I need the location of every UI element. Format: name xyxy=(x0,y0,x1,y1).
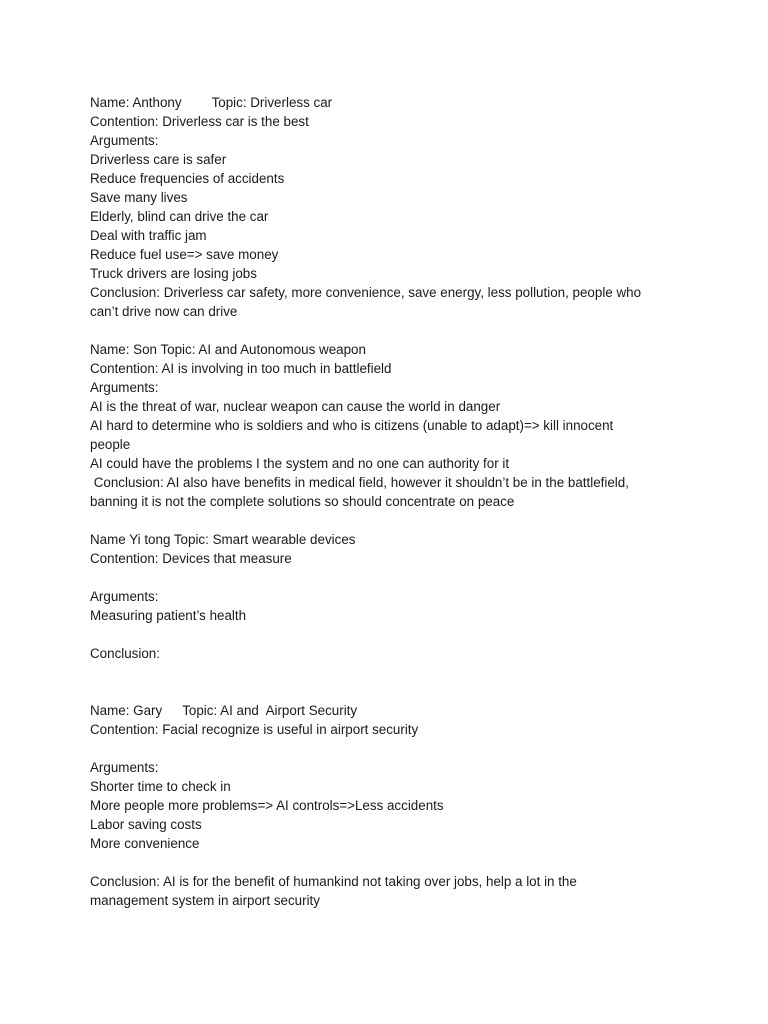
conclusion-continued: banning it is not the complete solutions so should concentrate on peace xyxy=(90,494,515,509)
argument-item: Reduce frequencies of accidents xyxy=(90,171,285,186)
section-header xyxy=(90,93,670,112)
argument-item: Driverless care is safer xyxy=(90,152,227,167)
name-label: Name: Anthony xyxy=(90,95,182,110)
conclusion: Conclusion: xyxy=(90,646,160,661)
conclusion: Conclusion: AI also have benefits in medical field, however it shouldn’t be in the battlefield, xyxy=(90,475,629,490)
conclusion-continued: can’t drive now can drive xyxy=(90,304,238,319)
section-header: Name: Son Topic: AI and Autonomous weapon xyxy=(90,342,366,357)
argument-item: Truck drivers are losing jobs xyxy=(90,266,257,281)
arguments-label: Arguments: xyxy=(90,589,159,604)
section-anthony xyxy=(90,93,670,321)
section-header xyxy=(90,701,670,720)
section-yi-tong xyxy=(90,530,670,663)
spacer xyxy=(90,663,670,701)
arguments-label: Arguments: xyxy=(90,380,159,395)
spacer xyxy=(90,568,670,587)
spacer xyxy=(90,511,670,530)
argument-item: Reduce fuel use=> save money xyxy=(90,247,279,262)
conclusion: Conclusion: Driverless car safety, more convenience, save energy, less pollution, people who xyxy=(90,285,642,300)
argument-item: More people more problems=> AI controls=>Less accidents xyxy=(90,798,444,813)
argument-item: Elderly, blind can drive the car xyxy=(90,209,269,224)
argument-item: Deal with traffic jam xyxy=(90,228,207,243)
spacer xyxy=(90,853,670,872)
conclusion-continued: management system in airport security xyxy=(90,893,320,908)
conclusion: Conclusion: AI is for the benefit of humankind not taking over jobs, help a lot in the xyxy=(90,874,577,889)
argument-item: Measuring patient’s health xyxy=(90,608,247,623)
contention: Contention: Devices that measure xyxy=(90,551,292,566)
spacer xyxy=(90,321,670,340)
argument-item: AI could have the problems I the system and no one can authority for it xyxy=(90,456,510,471)
section-header: Name Yi tong Topic: Smart wearable devices xyxy=(90,532,356,547)
arguments-label: Arguments: xyxy=(90,760,159,775)
arguments-label: Arguments: xyxy=(90,133,159,148)
argument-item: Save many lives xyxy=(90,190,188,205)
document-body xyxy=(90,93,670,910)
spacer xyxy=(90,739,670,758)
name-label: Name: Gary xyxy=(90,703,163,718)
argument-item: AI is the threat of war, nuclear weapon can cause the world in danger xyxy=(90,399,501,414)
contention: Contention: Facial recognize is useful in airport security xyxy=(90,722,419,737)
argument-item: More convenience xyxy=(90,836,200,851)
argument-item: AI hard to determine who is soldiers and who is citizens (unable to adapt)=> kill innocent xyxy=(90,418,614,433)
topic-label: Topic: Driverless car xyxy=(211,95,333,110)
topic-label: Topic: AI and Airport Security xyxy=(182,703,358,718)
section-son xyxy=(90,340,670,511)
spacer xyxy=(90,625,670,644)
section-gary xyxy=(90,701,670,910)
argument-item: people xyxy=(90,437,131,452)
argument-item: Labor saving costs xyxy=(90,817,202,832)
contention: Contention: Driverless car is the best xyxy=(90,114,309,129)
contention: Contention: AI is involving in too much in battlefield xyxy=(90,361,392,376)
argument-item: Shorter time to check in xyxy=(90,779,231,794)
